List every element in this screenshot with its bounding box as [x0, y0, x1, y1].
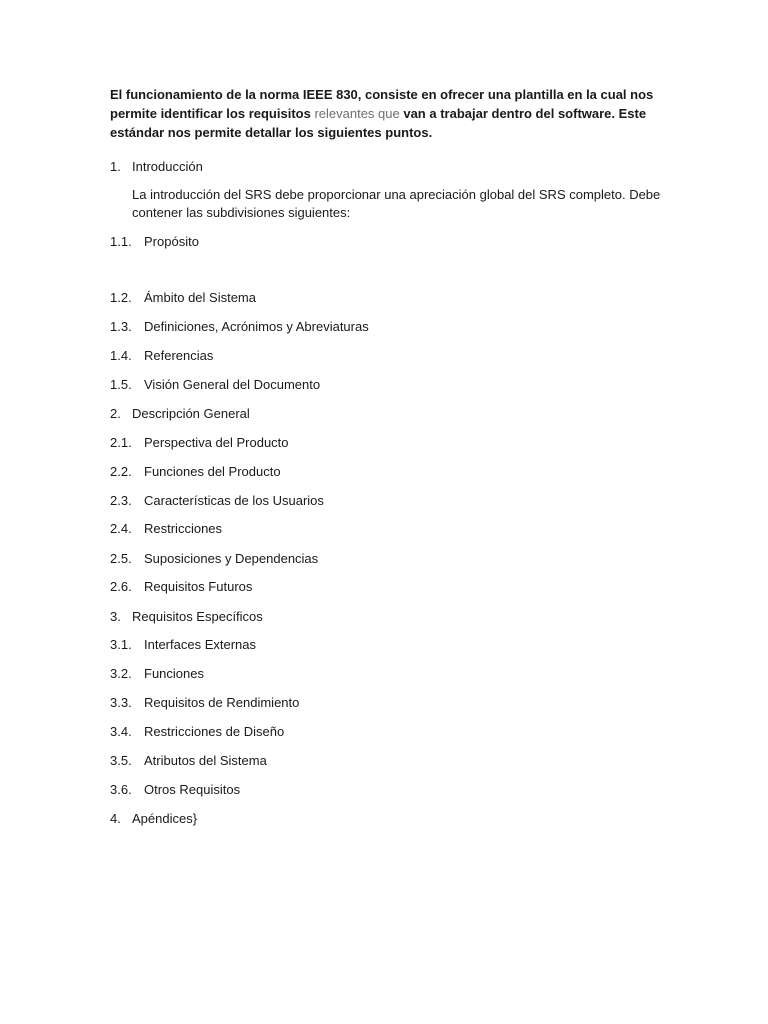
list-item: [110, 290, 256, 306]
item-label: Definiciones, Acrónimos y Abreviaturas: [144, 319, 369, 334]
section-heading-1: [110, 159, 203, 175]
item-label: Ámbito del Sistema: [144, 290, 256, 305]
item-label: Requisitos Futuros: [144, 579, 253, 594]
item-label: Requisitos de Rendimiento: [144, 695, 300, 710]
intro-text-part2: relevantes que: [314, 106, 400, 121]
item-label: Suposiciones y Dependencias: [144, 551, 319, 566]
intro-text-part3: van a trabajar dentro del software. Este estándar nos permite detallar los siguientes puntos.: [110, 106, 647, 140]
item-label: Características de los Usuarios: [144, 493, 324, 508]
item-number: 3.2.: [110, 666, 132, 681]
item-number: 1.5.: [110, 377, 132, 392]
item-label: Funciones: [144, 666, 204, 681]
section-number: 2.: [110, 406, 121, 421]
list-item: [110, 377, 321, 393]
section-label: Requisitos Específicos: [132, 609, 263, 624]
list-item: [110, 348, 214, 364]
section-label: Introducción: [132, 159, 203, 174]
item-number: 3.4.: [110, 724, 132, 739]
item-number: 2.3.: [110, 493, 132, 508]
section-label: Apéndices}: [132, 811, 198, 826]
item-label: Interfaces Externas: [144, 637, 256, 652]
list-item: [110, 435, 289, 451]
list-item: [110, 551, 319, 567]
section-number: 1.: [110, 159, 121, 174]
section-number: 3.: [110, 609, 121, 624]
list-item: [110, 753, 267, 769]
section-number: 4.: [110, 811, 121, 826]
item-number: 3.3.: [110, 695, 132, 710]
item-label: Restricciones de Diseño: [144, 724, 285, 739]
item-number: 2.4.: [110, 521, 132, 536]
section-heading-2: [110, 406, 250, 422]
item-label: Funciones del Producto: [144, 464, 281, 479]
list-item: [110, 319, 369, 335]
item-label: Propósito: [144, 234, 199, 249]
list-item: [110, 637, 256, 653]
item-label: Visión General del Documento: [144, 377, 321, 392]
list-item: [110, 579, 253, 595]
item-number: 3.5.: [110, 753, 132, 768]
list-item: [110, 521, 223, 537]
item-number: 2.1.: [110, 435, 132, 450]
list-item: [110, 724, 285, 740]
list-item: [110, 234, 199, 250]
intro-paragraph: [110, 85, 670, 142]
item-label: Restricciones: [144, 521, 223, 536]
item-label: Atributos del Sistema: [144, 753, 267, 768]
item-number: 2.6.: [110, 579, 132, 594]
section-heading-4: [110, 811, 198, 827]
item-label: Perspectiva del Producto: [144, 435, 289, 450]
list-item: [110, 782, 241, 798]
list-item: [110, 493, 324, 509]
section-label: Descripción General: [132, 406, 250, 421]
item-label: Referencias: [144, 348, 214, 363]
item-number: 3.1.: [110, 637, 132, 652]
item-label: Otros Requisitos: [144, 782, 241, 797]
item-number: 1.3.: [110, 319, 132, 334]
item-number: 1.1.: [110, 234, 132, 249]
intro-text-part1: El funcionamiento de la norma IEEE 830, consiste en ofrecer una plantilla en la cual nos permite identificar los requisitos: [110, 87, 654, 121]
item-number: 1.2.: [110, 290, 132, 305]
item-number: 2.5.: [110, 551, 132, 566]
section-heading-3: [110, 609, 263, 625]
list-item: [110, 666, 204, 682]
list-item: [110, 464, 281, 480]
section-description: La introducción del SRS debe proporcionar una apreciación global del SRS completo. Debe contener las subdivisiones siguientes:: [132, 187, 661, 220]
item-number: 3.6.: [110, 782, 132, 797]
list-item: [110, 695, 300, 711]
item-number: 2.2.: [110, 464, 132, 479]
item-number: 1.4.: [110, 348, 132, 363]
